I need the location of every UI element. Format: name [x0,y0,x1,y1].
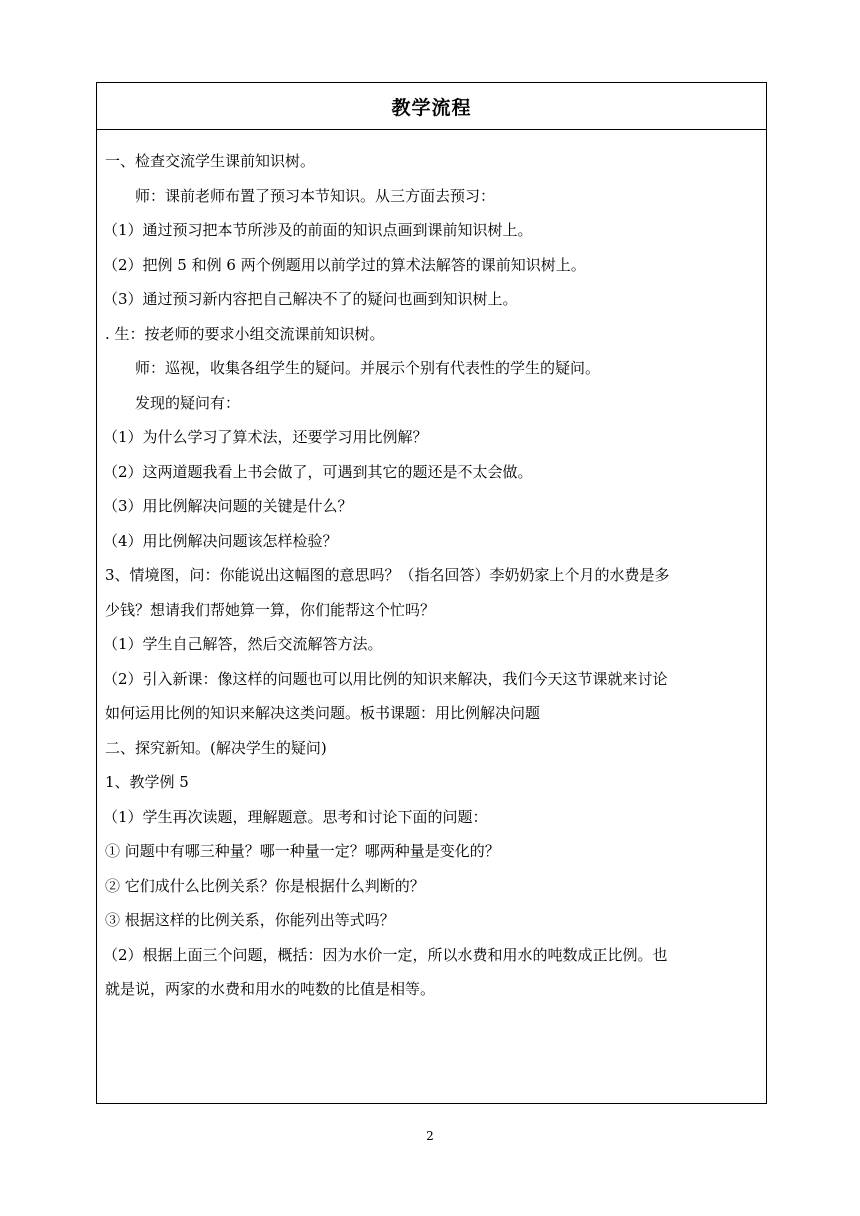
content-line: （3）用比例解决问题的关键是什么？ [103,497,353,515]
content-line: （1）学生再次读题，理解题意。思考和讨论下面的问题： [103,807,488,826]
content-line: （2）引入新课：像这样的问题也可以用比例的知识来解决，我们今天这节课就来讨论 [103,669,668,688]
content-line: （1）通过预习把本节所涉及的前面的知识点画到课前知识树上。 [103,221,533,239]
content-line: ① 问题中有哪三种量？哪一种量一定？哪两种量是变化的？ [105,842,500,860]
content-line: 就是说，两家的水费和用水的吨数的比值是相等。 [105,980,436,998]
content-line: 1、教学例 5 [105,773,189,791]
content-line: （2）这两道题我看上书会做了，可遇到其它的题还是不太会做。 [103,462,533,481]
page-number: 2 [426,1129,434,1143]
content-line: （2）把例 5 和例 6 两个例题用以前学过的算术法解答的课前知识树上。 [103,255,586,274]
content-line: 少钱？想请我们帮她算一算，你们能帮这个忙吗？ [105,600,436,619]
lesson-table [96,82,767,1104]
table-title: 教学流程 [391,96,472,119]
content-line: 如何运用比例的知识来解决这类问题。板书课题：用比例解决问题 [105,704,541,722]
table-header [97,83,766,130]
content-line: （1）为什么学习了算术法，还要学习用比例解？ [103,428,428,446]
content-line: 3、情境图，问：你能说出这幅图的意思吗？（指名回答）李奶奶家上个月的水费是多 [105,566,670,584]
content-line: （4）用比例解决问题该怎样检验？ [103,531,338,550]
lesson-content [97,130,766,1007]
content-line: 师：巡视，收集各组学生的疑问。并展示个别有代表性的学生的疑问。 [135,359,601,377]
content-line: 一、检查交流学生课前知识树。 [105,152,316,170]
content-line: ③ 根据这样的比例关系，你能列出等式吗？ [105,911,395,929]
content-line: ② 它们成什么比例关系？你是根据什么判断的？ [105,876,425,895]
content-line: （3）通过预习新内容把自己解决不了的疑问也画到知识树上。 [103,290,518,308]
content-line: 发现的疑问有： [135,393,241,412]
content-line: （1）学生自己解答，然后交流解答方法。 [103,635,383,653]
content-line: 二、探究新知。(解决学生的疑问) [105,738,327,757]
content-line: （2）根据上面三个问题，概括：因为水价一定，所以水费和用水的吨数成正比例。也 [103,945,668,964]
content-line: . 生：按老师的要求小组交流课前知识树。 [105,324,385,343]
content-line: 师：课前老师布置了预习本节知识。从三方面去预习： [135,186,496,205]
